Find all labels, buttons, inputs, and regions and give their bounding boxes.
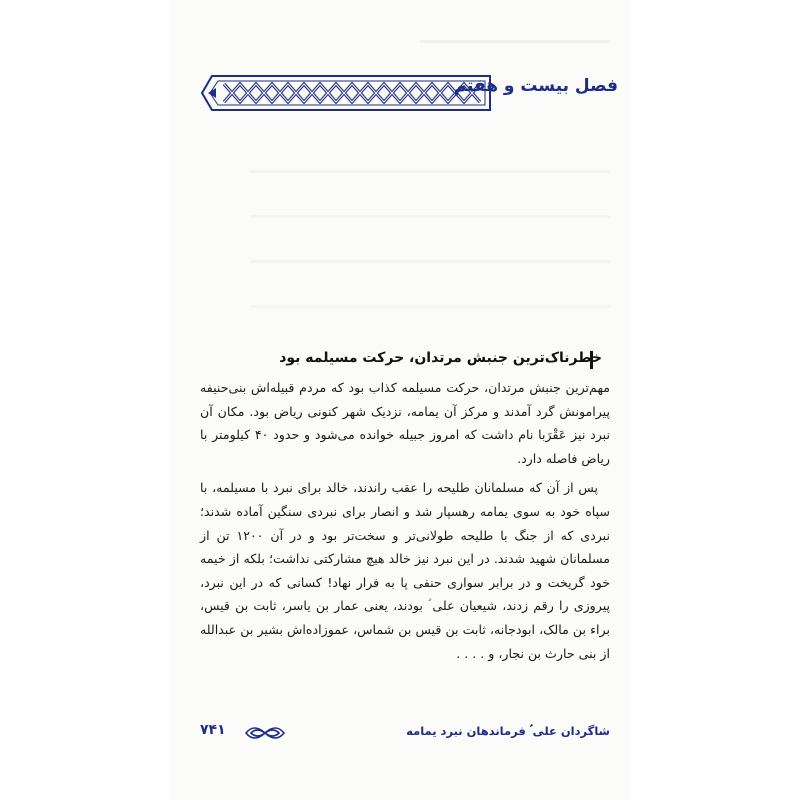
bleed-through-line	[250, 170, 610, 173]
knot-ornament-icon	[242, 720, 288, 746]
paragraph: پس از آن که مسلمانان طلیحه را عقب راندند، خالد برای نبرد با مسیلمه، با سپاه خود به سوی یمامه رهسپار شد و انصار برای نبردی سنگین آماده شدند؛ نبردی که از جنگ با طلیحه طولانی‌تر و سخت‌تر بود و در آن ۱۲۰۰ تن از مسلمانان شهید شدند. در این نبرد نیز خالد هیچ مشارکتی نداشت؛ بلکه از خیمه خود گریخت و در برابر سواری حنفی پا به فرار نهاد! کسانی که در این نبرد، پیروزی را رقم زدند، شیعیان علی ؑ بودند، یعنی عمار بن یاسر، ثابت بن قیس، براء بن مالک، ابودجانه، ثابت بن قیس بن شماس، عموزاده‌اش بشیر بن عبدالله از بنی حارث بن نجار، و . . . .	[200, 480, 610, 661]
page-footer	[200, 720, 610, 746]
running-title: شاگردان علی ؑ فرماندهان نبرد یمامه	[406, 724, 610, 738]
bleed-through-line	[250, 260, 610, 263]
bleed-through-line	[250, 305, 610, 308]
chapter-header	[200, 66, 618, 120]
section-heading: خطرناک‌ترین جنبش مرتدان، حرکت مسیلمه بود	[279, 350, 602, 366]
bleed-through-line	[250, 215, 610, 218]
page-number: ۷۴۱	[200, 722, 226, 738]
bleed-through-line	[420, 40, 610, 43]
chapter-title: فصل بیست و هفتم	[453, 76, 618, 96]
paragraph: مهم‌ترین جنبش مرتدان، حرکت مسیلمه کذاب بود که مردم قبیله‌اش بنی‌حنیفه پیرامونش گرد آمدند و مرکز آن یمامه، نزدیک شهر کنونی ریاض بود. مکان آن نبرد نیز عَقْرَبا نام داشت که امروز جبیله خوانده می‌شود و حدود ۴۰ کیلومتر با ریاض فاصله دارد.	[200, 380, 610, 466]
body-text	[200, 376, 610, 665]
